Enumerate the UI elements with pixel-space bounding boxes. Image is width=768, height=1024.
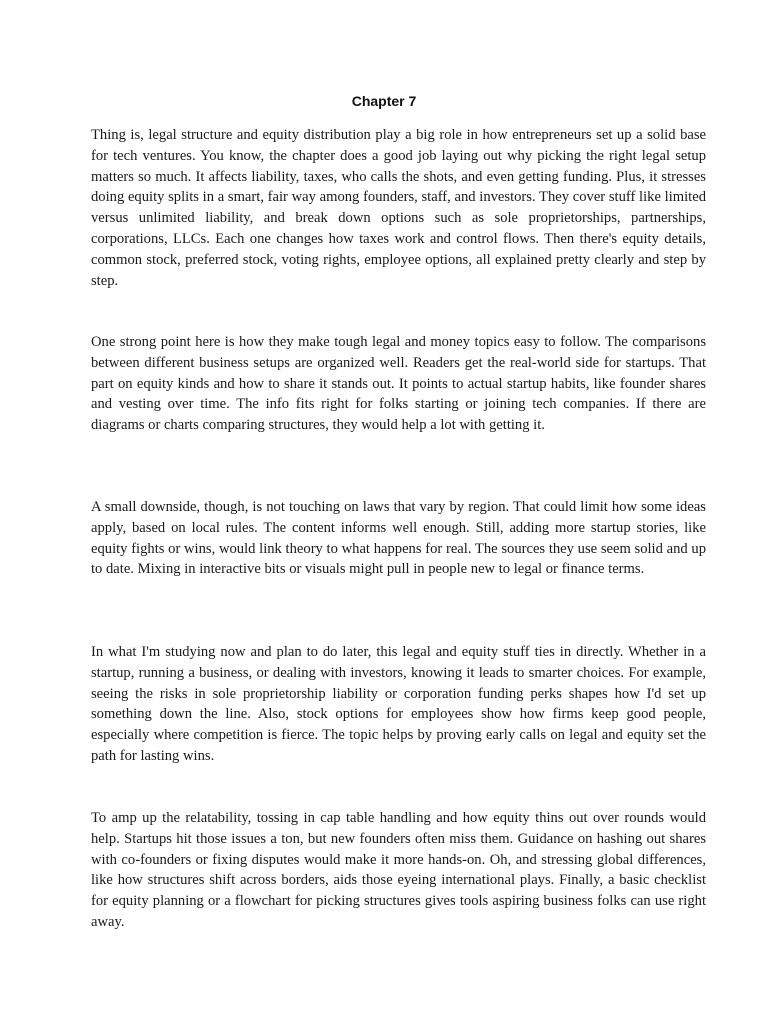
paragraph-5: To amp up the relatability, tossing in cap table handling and how equity thins out over rounds would help. Startups hit those issues a ton, but new founders often miss them. Guidance on hashing out shares with co-founders or fixing disputes would make it more hands-on. Oh, and stressing global differences, like how structures shift across borders, aids those eyeing international plays. Finally, a basic checklist for equity planning or a flowchart for picking structures gives tools aspiring business folks can use right away. <box>91 810 706 930</box>
paragraph-2: One strong point here is how they make tough legal and money topics easy to follow. The comparisons between different business setups are organized well. Readers get the real-world side for startups. That part on equity kinds and how to share it stands out. It points to actual startup habits, like founder shares and vesting over time. The info fits right for folks starting or joining tech companies. If there are diagrams or charts comparing structures, they would help a lot with getting it. <box>91 334 706 434</box>
paragraph-1: Thing is, legal structure and equity distribution play a big role in how entrepreneurs set up a solid base for tech ventures. You know, the chapter does a good job laying out why picking the right legal setup matters so much. It affects liability, taxes, who calls the shots, and even getting funding. Plus, it stresses doing equity splits in a smart, fair way among founders, staff, and investors. They cover stuff like limited versus unlimited liability, and break down options such as sole proprietorships, partnerships, corporations, LLCs. Each one changes how taxes work and control flows. Then there's equity details, common stock, preferred stock, voting rights, employee options, all explained pretty clearly and step by step. <box>91 127 706 289</box>
chapter-title: Chapter 7 <box>351 93 417 109</box>
paragraph-4: In what I'm studying now and plan to do later, this legal and equity stuff ties in directly. Whether in a startup, running a business, or dealing with investors, knowing it leads to smarter choices. For example, seeing the risks in sole proprietorship liability or corporation funding perks shapes how I'd set up something down the line. Also, stock options for employees show how firms keep good people, especially where competition is fierce. The topic helps by proving early calls on legal and equity set the path for lasting wins. <box>91 644 706 764</box>
paragraph-3: A small downside, though, is not touching on laws that vary by region. That could limit how some ideas apply, based on local rules. The content informs well enough. Still, adding more startup stories, like equity fights or wins, would link theory to what happens for real. The sources they use seem solid and up to date. Mixing in interactive bits or visuals might pull in people new to legal or finance terms. <box>91 499 706 578</box>
